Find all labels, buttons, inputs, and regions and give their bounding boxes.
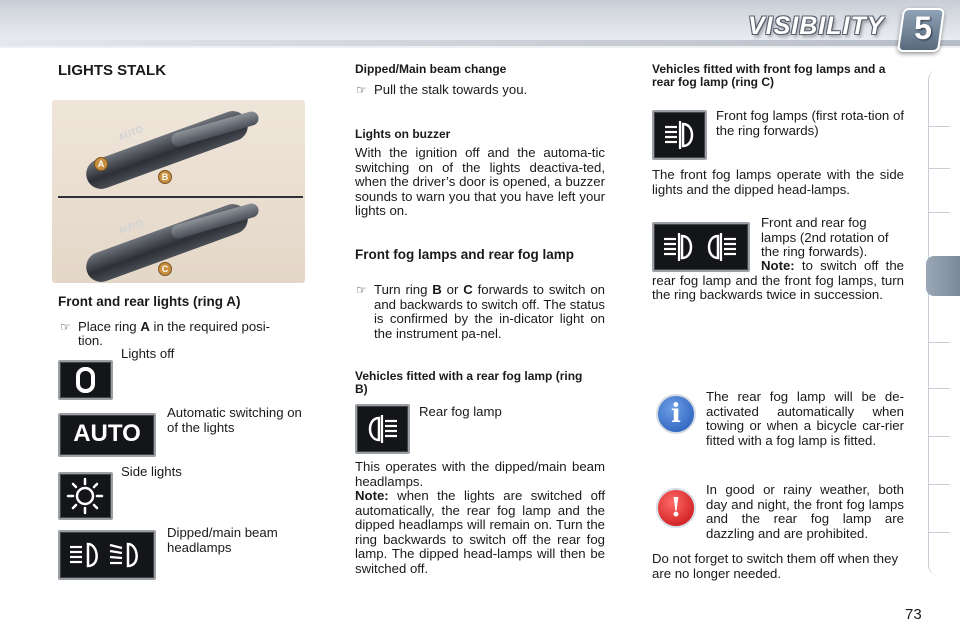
side-tab-divider [928,436,950,437]
page-number: 73 [905,606,922,623]
stalk-label-upper: AUTO [117,123,145,143]
instruction-ring-a: Place ring A in the required posi- [78,319,271,334]
text-lights-buzzer: With the ignition off and the automa-tic switching on of the lights deactiva-ted, when the driver’s door is opened, a buzzer sounds to warn you that you have left your lights on. [355,145,605,218]
side-tab-divider [928,532,950,533]
heading-beam-change: Dipped/Main beam change [355,62,507,76]
side-tab-divider [928,342,950,343]
rear-fog-lamp-icon [355,404,410,454]
side-tab-divider [928,168,950,169]
text-warning-fog: In good or rainy weather, both day and night, the front fog lamps and the rear fog lamp are dazzling and are prohibited. [706,482,904,541]
side-tab-divider [928,484,950,485]
bullet-icon: ☞ [356,83,367,97]
subheading-front-rear-lights: Front and rear lights (ring A) [58,294,241,309]
heading-rear-fog-ring-b: Vehicles fitted with a rear fog lamp (ring B) [355,369,583,396]
label-headlamps: Dipped/main beam headlamps [167,525,278,555]
ring-marker-a: A [94,157,108,171]
bullet-icon: ☞ [60,320,71,334]
side-tab-active[interactable] [926,256,960,296]
text-rear-fog-note: Note: when the lights are switched off automatically, the rear fog lamp and the dipped headlamps will remain on. Turn the ring backwards to switch off the rear fog lamp. The dipped head-lamps will then be switched off. [355,488,605,576]
text-beam-change: Pull the stalk towards you. [374,82,528,97]
headlamps-icon [58,530,156,580]
text-fog-lamps: Turn ring B or C forwards to switch on and backwards to switch off. The status is confirmed by the in-dicator light on the instrument pa-nel. [374,282,605,341]
bullet-icon: ☞ [356,283,367,297]
label-front-rear-fog-lamps: Front and rear fog lamps (2nd rotation of the ring forwards). [761,215,889,259]
lights-off-icon [58,360,113,400]
text-switch-off-reminder: Do not forget to switch them off when they are no longer needed. [652,551,899,581]
warning-icon: ! [656,488,696,528]
text-fog-note: Note: to switch off the rear fog lamp and the front fog lamps, turn the ring backwards twice in succession. [652,258,904,302]
side-tab-strip [928,70,950,575]
section-heading-lights-stalk: LIGHTS STALK [58,62,167,79]
text-rear-fog-operation: This operates with the dipped/main beam headlamps. [355,459,605,489]
info-icon: i [656,394,696,434]
label-lights-off: Lights off [121,346,175,361]
side-tab-divider [928,126,950,127]
instruction-ring-a-cont: tion. [78,333,103,348]
heading-lights-buzzer: Lights on buzzer [355,127,451,141]
label-front-fog-lamps: Front fog lamps (first rota-tion of the ring forwards) [716,108,904,138]
side-tab-divider [928,388,950,389]
front-fog-lamp-icon [652,110,707,160]
heading-fog-ring-c: Vehicles fitted with front fog lamps and a rear fog lamp (ring C) [652,62,886,89]
label-rear-fog-lamp: Rear fog lamp [419,404,502,419]
side-lights-icon [58,472,113,520]
ring-marker-c: C [158,262,172,276]
photo-divider [58,196,303,198]
label-side-lights: Side lights [121,464,182,479]
heading-fog-lamps: Front fog lamps and rear fog lamp [355,247,575,262]
text-front-fog-operation: The front fog lamps operate with the side lights and the dipped head-lamps. [652,167,904,197]
side-tab-divider [928,212,950,213]
chapter-number: 5 [914,10,932,46]
label-automatic: Automatic switching on of the lights [167,405,302,435]
stalk-label-lower: AUTO [117,217,145,237]
page-title: VISIBILITY [748,12,885,40]
auto-icon: AUTO [58,413,156,457]
ring-marker-b: B [158,170,172,184]
text-info-rear-fog: The rear fog lamp will be de-activated automatically when towing or when a bicycle car-rier fitted with a fog lamp is fitted. [706,389,904,448]
